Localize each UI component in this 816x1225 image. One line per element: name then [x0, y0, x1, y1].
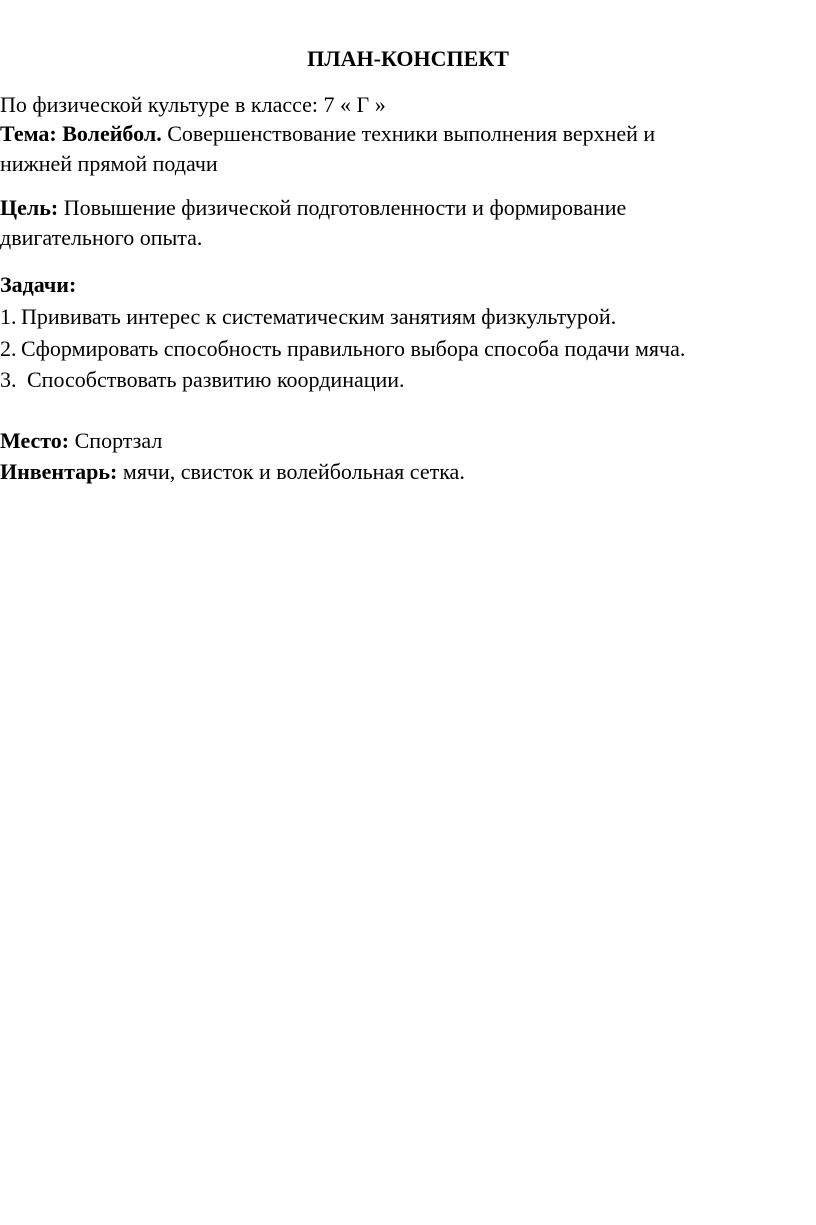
topic-label: Тема: Волейбол.	[0, 121, 162, 146]
task-text: Способствовать развитию координации.	[27, 367, 405, 392]
task-item	[0, 365, 405, 395]
tasks-heading: Задачи:	[0, 272, 77, 297]
task-item	[0, 302, 616, 332]
place-value: Спортзал	[69, 428, 163, 453]
place-line	[0, 426, 162, 456]
place-label: Место:	[0, 428, 70, 453]
topic-text-1: Совершенствование техники выполнения верхней и	[161, 121, 656, 146]
task-number: 2.	[0, 336, 17, 361]
task-item	[0, 334, 685, 364]
goal-text-1: Повышение физической подготовленности и формирование	[58, 195, 627, 220]
goal-label: Цель:	[0, 195, 59, 220]
equipment-line	[0, 457, 465, 487]
goal-line-1	[0, 193, 626, 223]
equipment-value: мячи, свисток и волейбольная сетка.	[117, 459, 465, 484]
task-number: 1.	[0, 304, 17, 329]
goal-line-2: двигательного опыта.	[0, 225, 203, 250]
document-title: ПЛАН-КОНСПЕКТ	[307, 46, 509, 71]
task-text: Прививать интерес к систематическим занятиям физкультурой.	[21, 304, 617, 329]
class-line: По физической культуре в классе: 7 « Г »	[0, 92, 386, 117]
topic-line-2: нижней прямой подачи	[0, 151, 218, 176]
task-text: Сформировать способность правильного выбора способа подачи мяча.	[21, 336, 686, 361]
task-number: 3.	[0, 367, 17, 392]
equipment-label: Инвентарь:	[0, 459, 118, 484]
topic-line-1	[0, 119, 655, 149]
